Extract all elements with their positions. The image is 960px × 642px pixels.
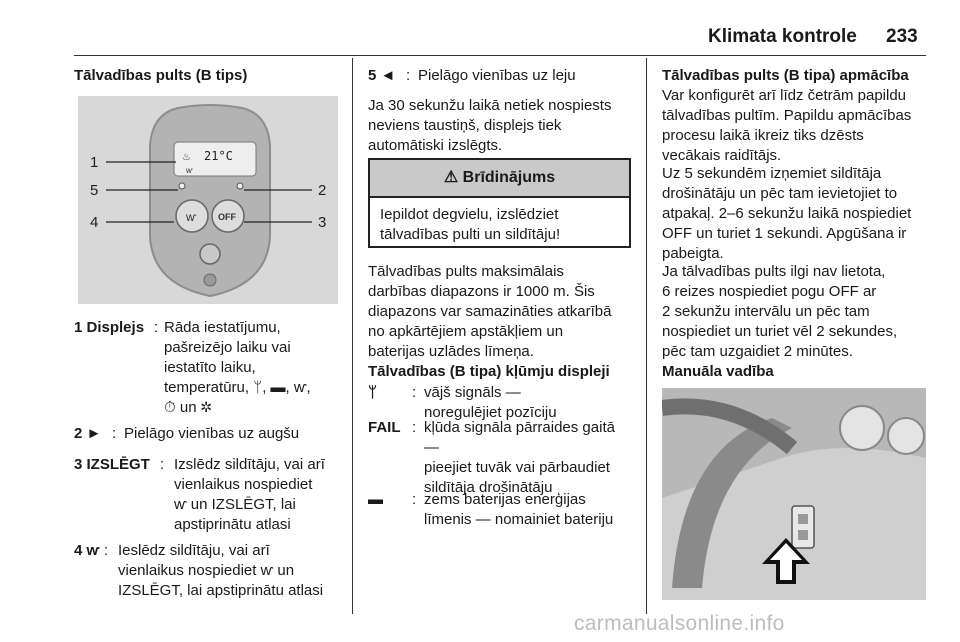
fault-display-heading: Tālvadības (B tipa) kļūmju displeji <box>368 363 610 380</box>
paragraph-training-steps: Uz 5 sekundēm izņemiet sildītāja drošinātāju un pēc tam ievietojiet to atpakaļ. 2–6 sekunžu laikā nospiediet OFF un turiet 1 sekundi. Apgūšana ir pabeigta. <box>662 165 912 262</box>
callout-5: 5 <box>90 182 99 199</box>
header-rule <box>74 55 926 56</box>
dashboard-switch-figure <box>662 388 926 600</box>
fault-battery-colon: : <box>412 491 417 508</box>
column-divider-1 <box>352 58 353 614</box>
item-3-desc: Izslēdz sildītāju, vai arī vienlaikus nospiediet ⱳ un IZSLĒGT, lai apstiprinātu atlasi <box>174 456 325 533</box>
warning-box <box>368 158 631 248</box>
svg-text:ⱳ: ⱳ <box>186 210 197 224</box>
fault-signal-term: ᛘ <box>368 384 378 401</box>
fault-signal-colon: : <box>412 384 417 401</box>
item-5-term: 5 ◄ <box>368 67 396 84</box>
training-heading: Tālvadības pults (B tipa) apmācība <box>662 67 909 84</box>
item-5-desc: Pielāgo vienības uz leju <box>418 67 576 84</box>
fault-fail-desc: kļūda signāla pārraides gaitā — pieejiet tuvāk vai pārbaudiet sildītāja drošinātāju <box>424 419 615 496</box>
column-divider-2 <box>646 58 647 614</box>
fault-battery-term: ▬ <box>368 491 383 508</box>
warning-title: Brīdinājums <box>462 169 556 186</box>
warning-body: Iepildot degvielu, izslēdziet tālvadības pulti un sildītāju! <box>380 206 561 243</box>
off-button-label: OFF <box>218 212 236 222</box>
page-title: Klimata kontrole <box>708 26 857 47</box>
remote-control-figure <box>78 96 338 304</box>
item-3-colon: : <box>160 456 165 473</box>
svg-text:ⱳ: ⱳ <box>186 166 193 175</box>
manual-control-heading: Manuāla vadība <box>662 363 774 380</box>
paragraph-training-intro: Var konfigurēt arī līdz četrām papildu tālvadības pultīm. Papildu apmācības procesu laikā ikreiz tiks dzēsts vecākais raidītājs. <box>662 87 912 164</box>
item-2-colon: : <box>112 425 117 442</box>
item-1-term: 1 Displejs <box>74 319 145 336</box>
item-2-desc: Pielāgo vienības uz augšu <box>124 425 300 442</box>
item-1-colon: : <box>154 319 159 336</box>
warning-icon: ⚠ <box>443 169 459 186</box>
section-heading-remote-b: Tālvadības pults (B tips) <box>74 67 248 84</box>
fault-signal-desc: vājš signāls — noregulējiet pozīciju <box>424 384 557 421</box>
paragraph-auto-off: Ja 30 sekunžu laikā netiek nospiests neviens taustiņš, displejs tiek automātiski izslēgts. <box>368 97 612 154</box>
item-3-term: 3 IZSLĒGT <box>74 456 150 473</box>
paragraph-training-reset: Ja tālvadības pults ilgi nav lietota, 6 reizes nospiediet pogu OFF ar 2 sekunžu intervālu un pēc tam nospiediet un turiet vēl 2 sekundes, pēc tam uzgaidiet 2 minūtes. <box>662 263 898 360</box>
item-2-term: 2 ► <box>74 425 102 442</box>
item-4-desc: Ieslēdz sildītāju, vai arī vienlaikus nospiediet ⱳ un IZSLĒGT, lai apstiprinātu atlasi <box>118 542 324 599</box>
item-4-colon: : <box>104 542 109 559</box>
item-4-term: 4 ⱳ <box>74 542 100 559</box>
item-5-colon: : <box>406 67 411 84</box>
callout-3: 3 <box>318 214 327 231</box>
callout-4: 4 <box>90 214 99 231</box>
item-1-desc: Rāda iestatījumu, pašreizējo laiku vai iestatīto laiku, temperatūru, ᛘ, ▬, ⱳ, ⏱ un ✲ <box>164 319 311 416</box>
page-number: 233 <box>886 26 918 47</box>
fault-fail-term: FAIL <box>368 419 401 436</box>
fault-fail-colon: : <box>412 419 417 436</box>
svg-text:♨: ♨ <box>182 152 191 163</box>
watermark: carmanualsonline.info <box>574 612 785 635</box>
display-temperature: 21°C <box>204 149 233 163</box>
callout-1: 1 <box>90 154 99 171</box>
paragraph-range: Tālvadības pults maksimālais darbības diapazons ir 1000 m. Šis diapazons var samazināties atkarībā no apkārtējiem apstākļiem un baterijas uzlādes līmeņa. <box>368 263 612 360</box>
warning-header <box>370 160 629 198</box>
callout-2: 2 <box>318 182 327 199</box>
fault-battery-desc: zems baterijas enerģijas līmenis — nomainiet bateriju <box>424 491 614 528</box>
